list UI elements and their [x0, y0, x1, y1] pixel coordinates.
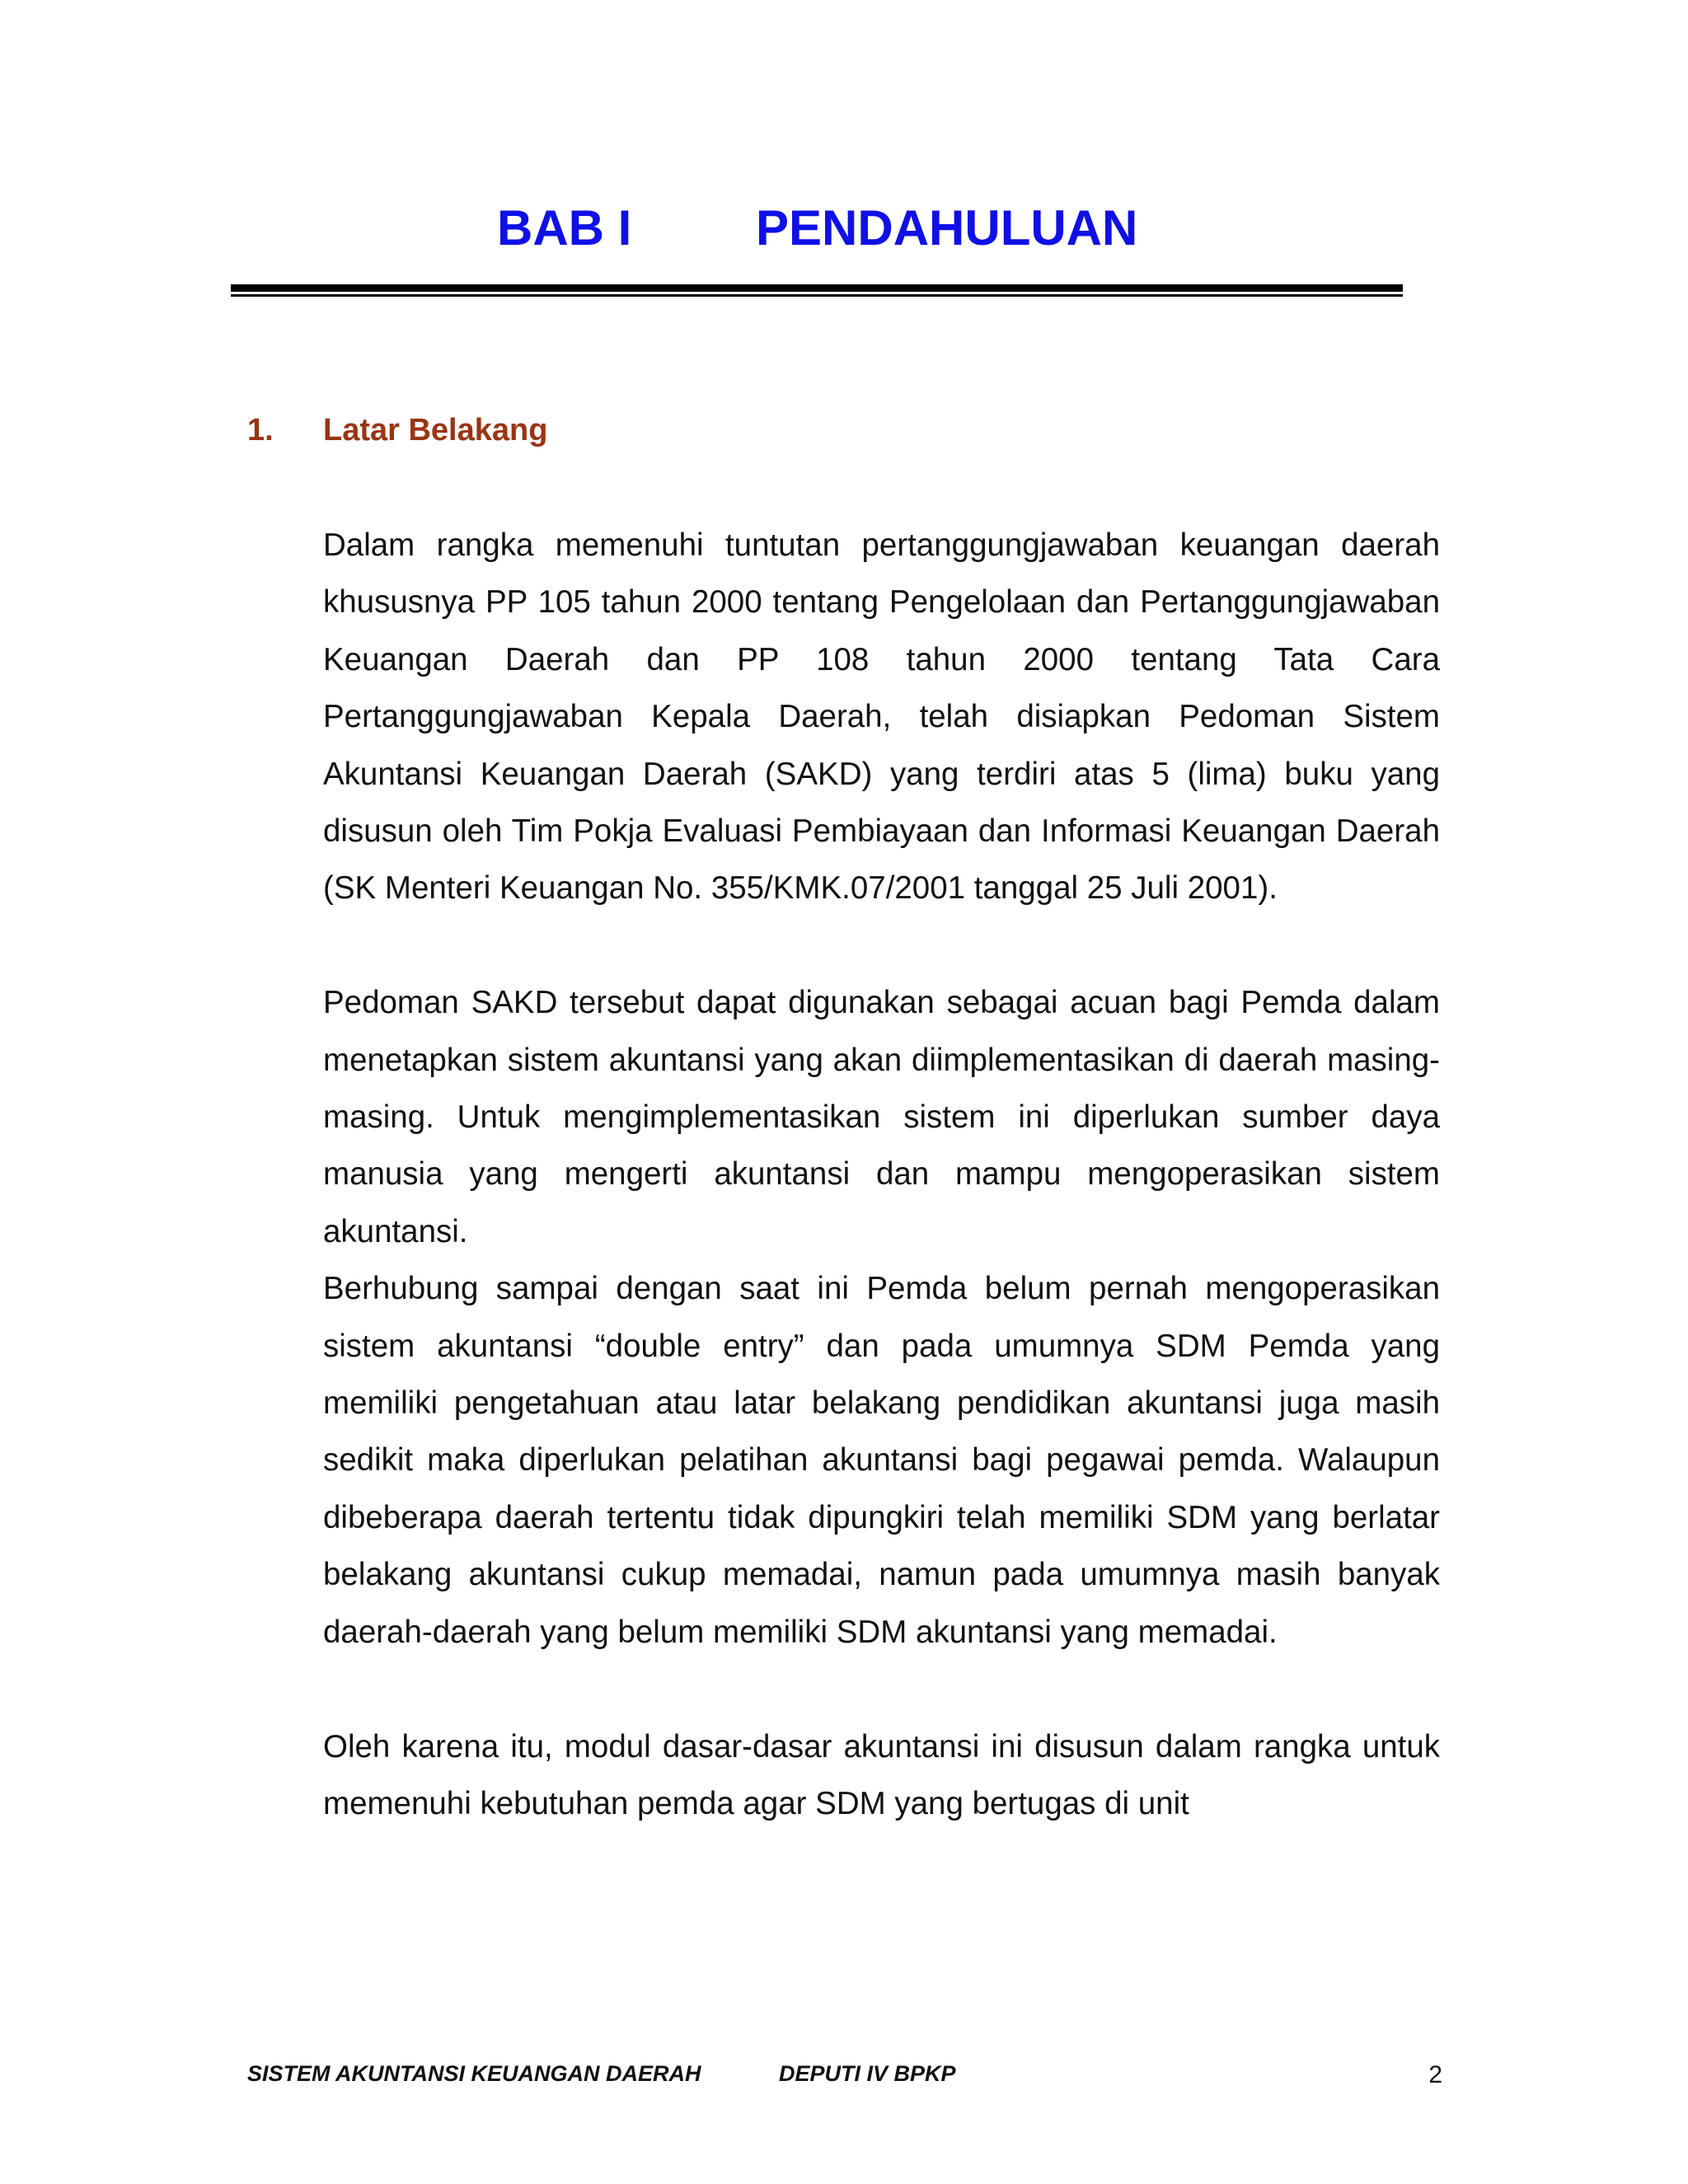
- title-rule-thin: [231, 294, 1403, 297]
- chapter-name: PENDAHULUAN: [756, 200, 1138, 255]
- title-rule-thick: [231, 284, 1403, 292]
- chapter-number: BAB I: [497, 200, 632, 255]
- paragraph-1: Dalam rangka memenuhi tuntutan pertanggungjawaban keuangan daerah khususnya PP 105 tahun 2000 tentang Pengelolaan dan Pertanggungjawaban Keuangan Daerah dan PP 108 tahun 2000 tentang Tata Cara Pertanggungjawaban Kepala Daerah, telah disiapkan Pedoman Sistem Akuntansi Keuangan Daerah (SAKD) yang terdiri atas 5 (lima) buku yang disusun oleh Tim Pokja Evaluasi Pembiayaan dan Informasi Keuangan Daerah (SK Menteri Keuangan No. 355/KMK.07/2001 tanggal 25 Juli 2001).: [323, 527, 1440, 907]
- page-footer: [247, 2057, 1442, 2090]
- chapter-title: [231, 191, 1401, 265]
- paragraph-3: Berhubung sampai dengan saat ini Pemda belum pernah mengoperasikan sistem akuntansi “double entry” dan pada umumnya SDM Pemda yang memiliki pengetahuan atau latar belakang pendidikan akuntansi juga masih sedikit maka diperlukan pelatihan akuntansi bagi pegawai pemda. Walaupun dibeberapa daerah tertentu tidak dipungkiri telah memiliki SDM yang berlatar belakang akuntansi cukup memadai, namun pada umumnya masih banyak daerah-daerah yang belum memiliki SDM akuntansi yang memadai.: [323, 1271, 1440, 1650]
- paragraph-4: Oleh karena itu, modul dasar-dasar akuntansi ini disusun dalam rangka untuk memenuhi kebutuhan pemda agar SDM yang bertugas di unit: [323, 1728, 1440, 1821]
- paragraph-2: Pedoman SAKD tersebut dapat digunakan sebagai acuan bagi Pemda dalam menetapkan sistem akuntansi yang akan diimplementasikan di daerah masing-masing. Untuk mengimplementasikan sistem ini diperlukan sumber daya manusia yang mengerti akuntansi dan mampu mengoperasikan sistem akuntansi.: [323, 985, 1440, 1249]
- body-text: [323, 517, 1440, 1832]
- section-number: 1.: [247, 413, 274, 448]
- title-double-rule: [231, 284, 1403, 297]
- footer-organization: DEPUTI IV BPKP: [779, 2061, 956, 2086]
- page-number: 2: [1428, 2061, 1442, 2088]
- footer-document-name: SISTEM AKUNTANSI KEUANGAN DAERAH: [247, 2061, 701, 2086]
- section-title: Latar Belakang: [323, 413, 548, 448]
